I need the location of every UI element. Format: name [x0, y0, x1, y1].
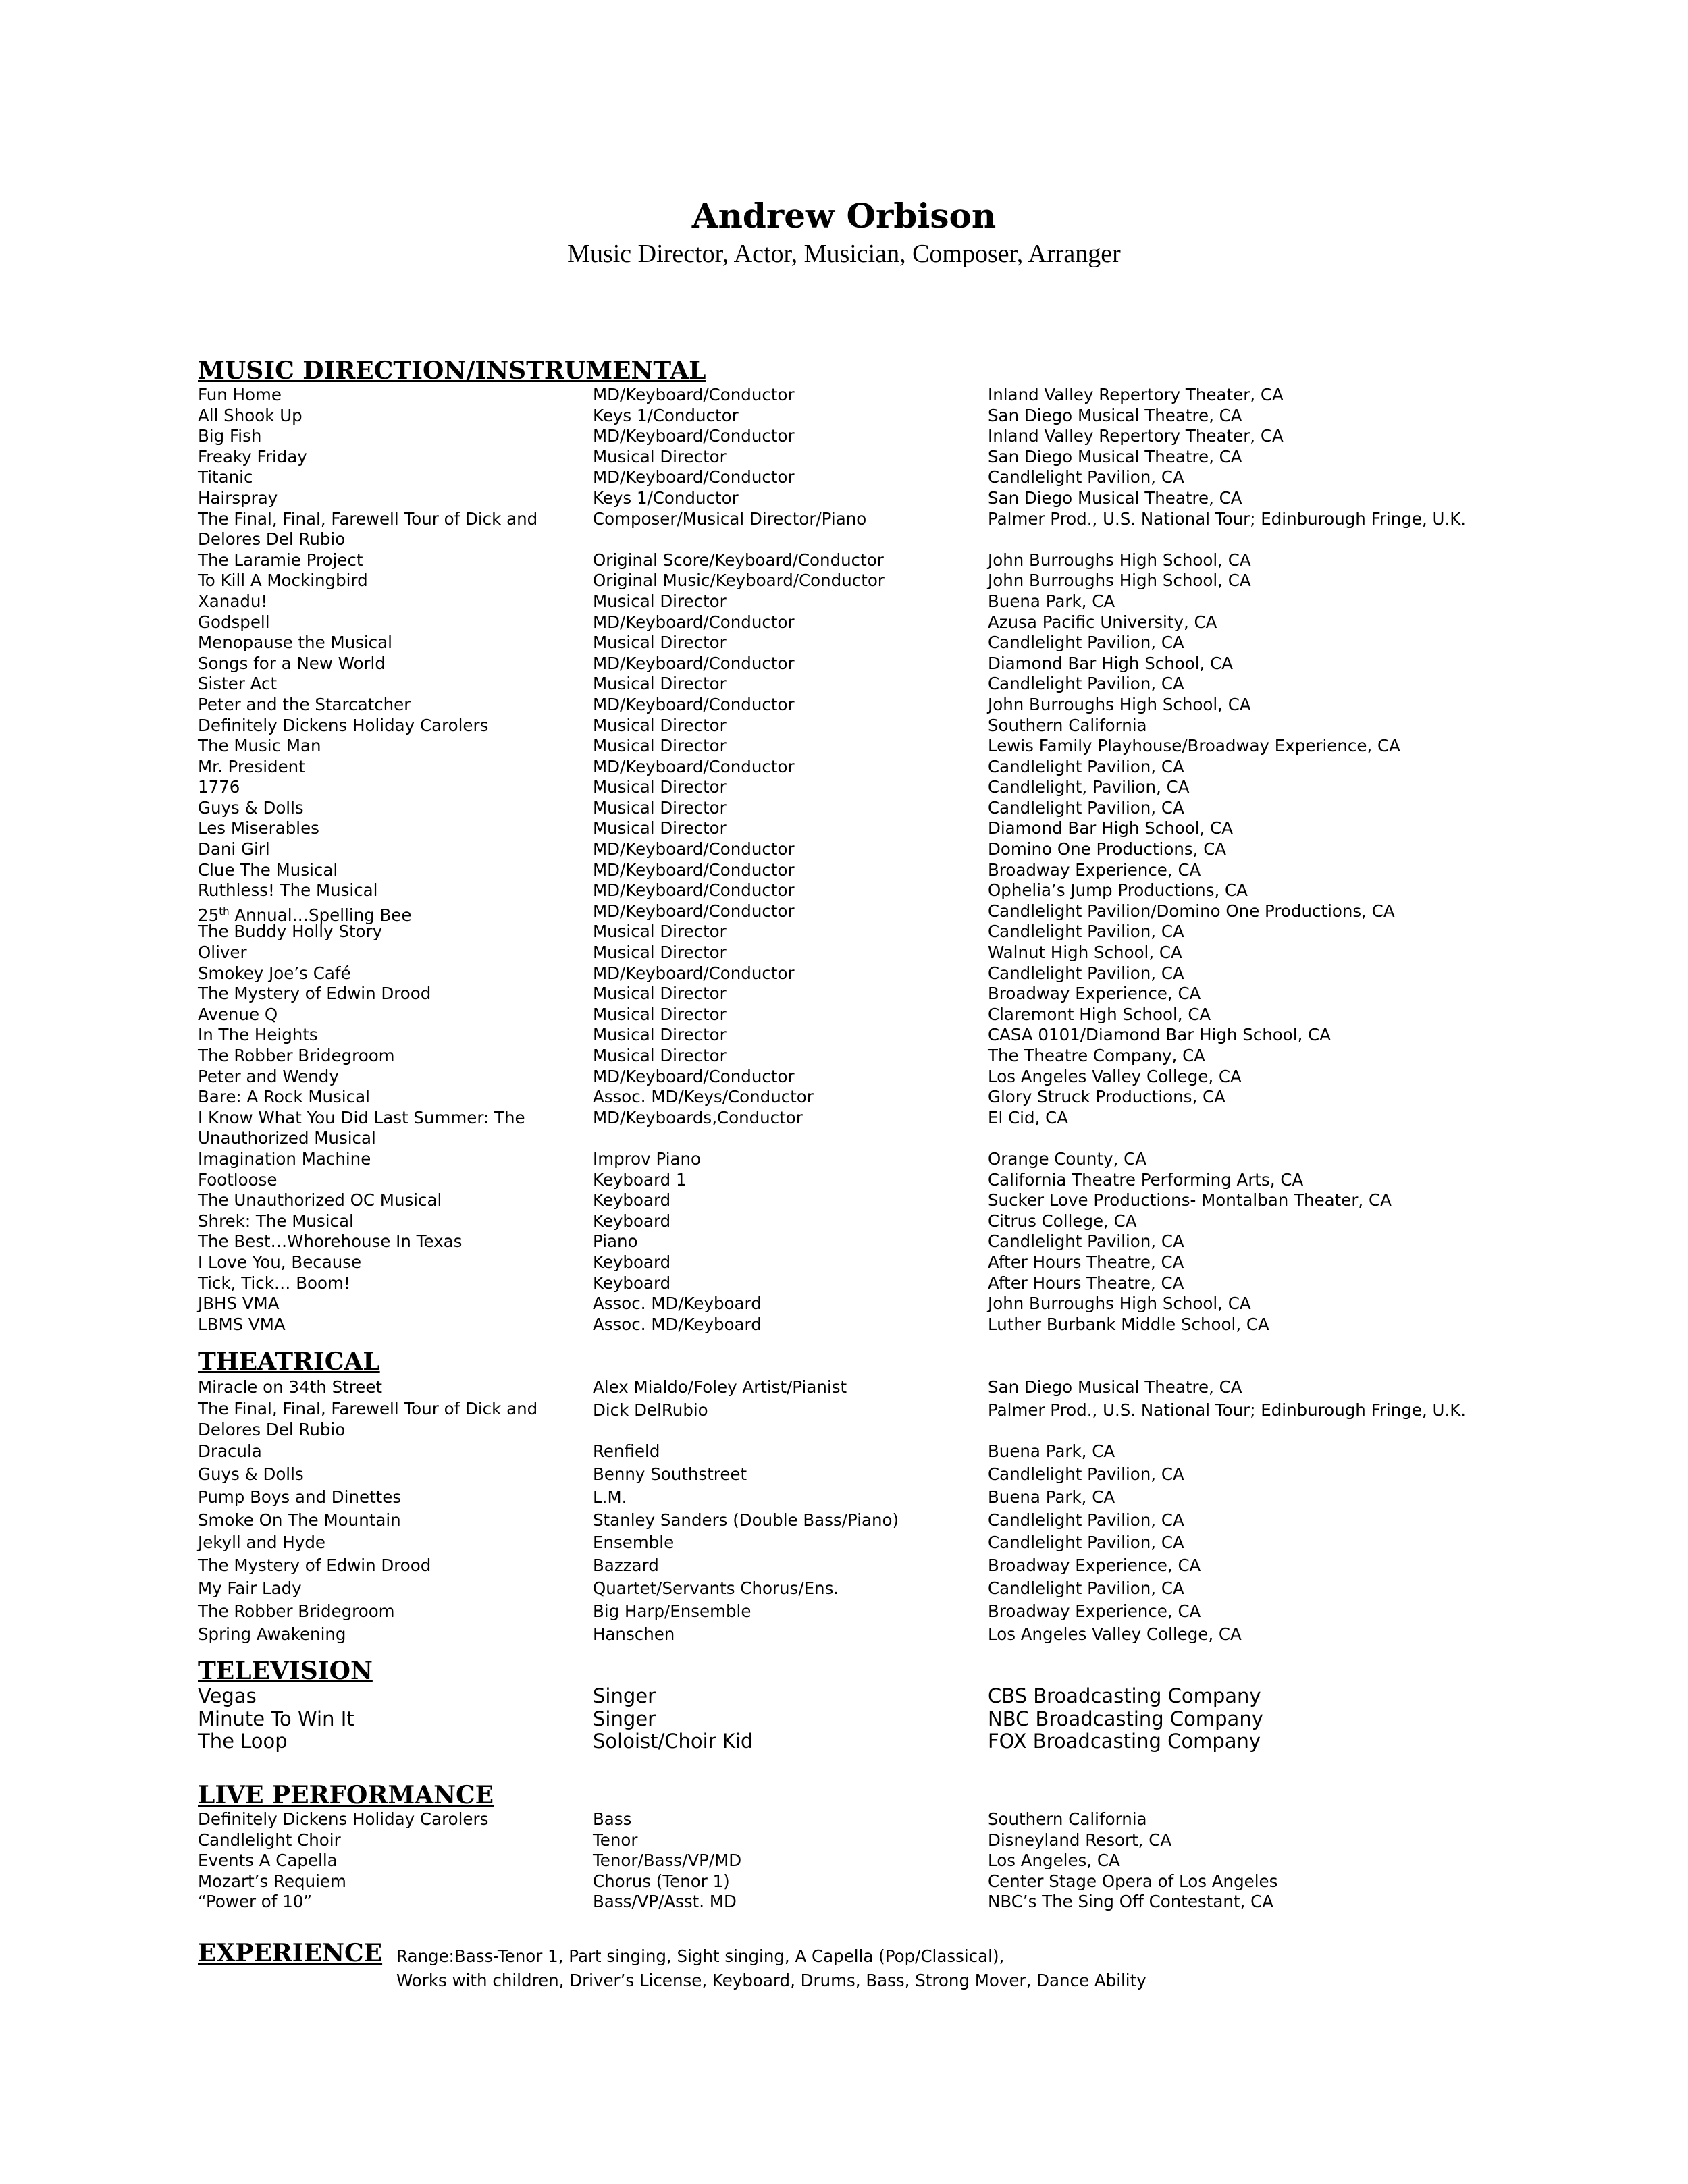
credit-row	[198, 1046, 1548, 1067]
credit-row	[198, 1211, 1548, 1232]
credit-show: Mr. President	[198, 756, 305, 776]
credit-role: Tenor/Bass/VP/MD	[593, 1850, 742, 1871]
credit-venue: Glory Struck Productions, CA	[988, 1087, 1225, 1107]
credit-row	[198, 1440, 1548, 1463]
credit-row	[198, 736, 1548, 757]
credit-role: Keys 1/Conductor	[593, 487, 739, 508]
credit-venue: Orange County, CA	[988, 1148, 1147, 1169]
credit-row	[198, 777, 1548, 798]
credit-show: Godspell	[198, 612, 270, 632]
credit-role: Musical Director	[593, 818, 727, 838]
credit-role: Musical Director	[593, 1004, 727, 1024]
credit-show: Definitely Dickens Holiday Carolers	[198, 715, 489, 735]
credit-show: Freaky Friday	[198, 446, 307, 467]
credit-venue: Los Angeles Valley College, CA	[988, 1066, 1242, 1086]
credit-row	[198, 901, 1548, 925]
credit-show: Smoke On The Mountain	[198, 1510, 401, 1530]
credit-show: Spring Awakening	[198, 1624, 346, 1644]
credit-show: “Power of 10”	[198, 1892, 313, 1912]
credit-show: LBMS VMA	[198, 1314, 286, 1334]
credit-show: Songs for a New World	[198, 653, 386, 673]
credit-row	[198, 385, 1548, 406]
credit-venue: Los Angeles Valley College, CA	[988, 1624, 1242, 1644]
credit-row	[198, 1190, 1548, 1211]
credit-venue: Inland Valley Repertory Theater, CA	[988, 426, 1284, 446]
credit-show: I Know What You Did Last Summer: The Unauthorized Musical	[198, 1107, 525, 1148]
credit-row	[198, 1108, 1548, 1149]
credit-row	[198, 1231, 1548, 1252]
credit-role: MD/Keyboard/Conductor	[593, 467, 795, 487]
credit-role: MD/Keyboards,Conductor	[593, 1107, 803, 1127]
credit-show: Big Fish	[198, 426, 262, 446]
credit-row	[198, 839, 1548, 860]
credit-show: Guys & Dolls	[198, 797, 304, 818]
credit-row	[198, 942, 1548, 963]
credit-role: Improv Piano	[593, 1148, 702, 1169]
experience-line: Works with children, Driver’s License, Keyboard, Drums, Bass, Strong Mover, Dance Ability	[396, 1971, 1146, 1990]
credit-venue: Candlelight Pavilion, CA	[988, 1578, 1184, 1598]
credit-show: The Final, Final, Farewell Tour of Dick and Delores Del Rubio	[198, 1398, 538, 1439]
theatrical-section	[198, 1348, 1548, 1645]
credit-venue: Diamond Bar High School, CA	[988, 818, 1233, 838]
credit-show: The Best…Whorehouse In Texas	[198, 1231, 463, 1252]
credit-role: MD/Keyboard/Conductor	[593, 963, 795, 983]
credit-row	[198, 1005, 1548, 1026]
credit-row	[198, 674, 1548, 695]
credit-show: In The Heights	[198, 1025, 318, 1045]
credit-role: MD/Keyboard/Conductor	[593, 385, 795, 404]
credit-role: MD/Keyboard/Conductor	[593, 756, 795, 776]
credit-role: Assoc. MD/Keys/Conductor	[593, 1087, 814, 1107]
credit-venue: After Hours Theatre, CA	[988, 1252, 1184, 1272]
live-performance-section	[198, 1781, 1548, 1913]
credit-venue: The Theatre Company, CA	[988, 1046, 1205, 1065]
credit-row	[198, 1554, 1548, 1577]
credit-venue: San Diego Musical Theatre, CA	[988, 405, 1242, 425]
credit-venue: John Burroughs High School, CA	[988, 570, 1251, 591]
credit-row	[198, 1850, 1548, 1871]
credit-row	[198, 1170, 1548, 1191]
credit-venue: California Theatre Performing Arts, CA	[988, 1169, 1304, 1190]
credit-role: MD/Keyboard/Conductor	[593, 694, 795, 714]
credit-venue: Candlelight Pavilion, CA	[988, 674, 1184, 694]
credit-role: Singer	[593, 1684, 656, 1707]
credit-venue: NBC Broadcasting Company	[988, 1707, 1263, 1730]
resume-name: Andrew Orbison	[691, 196, 997, 236]
credit-row	[198, 757, 1548, 778]
credit-list	[198, 1809, 1548, 1913]
credit-row	[198, 1730, 1548, 1753]
credit-show: The Final, Final, Farewell Tour of Dick and Delores Del Rubio	[198, 508, 538, 550]
credit-role: Musical Director	[593, 922, 727, 942]
credit-list	[198, 1685, 1548, 1753]
credit-venue: Walnut High School, CA	[988, 942, 1182, 963]
credit-show: Pump Boys and Dinettes	[198, 1487, 402, 1507]
credit-list	[198, 1376, 1548, 1645]
music-direction-section	[198, 356, 1548, 1335]
credit-role: Hanschen	[593, 1624, 675, 1644]
credit-role: Soloist/Choir Kid	[593, 1730, 754, 1753]
credit-show: JBHS VMA	[198, 1294, 280, 1314]
section-title: THEATRICAL	[198, 1348, 380, 1376]
credit-venue: Diamond Bar High School, CA	[988, 653, 1233, 673]
credit-role: Musical Director	[593, 633, 727, 653]
credit-show: The Mystery of Edwin Drood	[198, 984, 431, 1004]
credit-venue: Broadway Experience, CA	[988, 984, 1201, 1004]
credit-role: Keyboard 1	[593, 1169, 687, 1190]
credit-role: Musical Director	[593, 777, 727, 797]
credit-role: Assoc. MD/Keyboard	[593, 1294, 762, 1314]
credit-row	[198, 1067, 1548, 1088]
credit-venue: Center Stage Opera of Los Angeles	[988, 1871, 1278, 1891]
credit-venue: CASA 0101/Diamond Bar High School, CA	[988, 1025, 1331, 1045]
credit-venue: Los Angeles, CA	[988, 1850, 1120, 1871]
credit-row	[198, 1531, 1548, 1554]
credit-role: Alex Mialdo/Foley Artist/Pianist	[593, 1377, 847, 1397]
credit-row	[198, 509, 1548, 550]
experience-details	[396, 1944, 1146, 1993]
credit-venue: Candlelight Pavilion, CA	[988, 1533, 1184, 1553]
credit-show: The Unauthorized OC Musical	[198, 1190, 442, 1210]
credit-row	[198, 488, 1548, 509]
credit-role: Musical Director	[593, 1046, 727, 1065]
credit-row	[198, 1830, 1548, 1851]
section-title: TELEVISION	[198, 1657, 373, 1685]
credit-venue: Citrus College, CA	[988, 1210, 1137, 1231]
television-section	[198, 1657, 1548, 1753]
credit-venue: Palmer Prod., U.S. National Tour; Edinburough Fringe, U.K.	[988, 1400, 1467, 1420]
credit-row	[198, 860, 1548, 881]
credit-role: Ensemble	[593, 1533, 675, 1553]
credit-row	[198, 467, 1548, 488]
credit-role: MD/Keyboard/Conductor	[593, 901, 795, 921]
credit-venue: John Burroughs High School, CA	[988, 694, 1251, 714]
credit-venue: Claremont High School, CA	[988, 1004, 1211, 1024]
credit-venue: Lewis Family Playhouse/Broadway Experience, CA	[988, 736, 1400, 756]
credit-venue: Southern California	[988, 715, 1147, 735]
credit-role: MD/Keyboard/Conductor	[593, 859, 795, 880]
credit-show: The Laramie Project	[198, 550, 363, 570]
credit-show: The Robber Bridegroom	[198, 1046, 395, 1065]
credit-show: I Love You, Because	[198, 1252, 362, 1272]
credit-venue: Palmer Prod., U.S. National Tour; Edinburough Fringe, U.K.	[988, 508, 1467, 529]
credit-role: Keys 1/Conductor	[593, 405, 739, 425]
credit-role: Renfield	[593, 1441, 660, 1462]
credit-row	[198, 1252, 1548, 1273]
credit-row	[198, 1273, 1548, 1294]
credit-show: Jekyll and Hyde	[198, 1533, 325, 1553]
credit-show: Peter and Wendy	[198, 1066, 339, 1086]
credit-venue: Azusa Pacific University, CA	[988, 612, 1217, 632]
credit-show: Imagination Machine	[198, 1148, 371, 1169]
credit-show: 25th Annual…Spelling Bee	[198, 905, 412, 925]
credit-show: Hairspray	[198, 487, 278, 508]
credit-venue: Candlelight Pavilion/Domino One Productions, CA	[988, 901, 1395, 921]
credit-role: Composer/Musical Director/Piano	[593, 508, 867, 529]
credit-role: MD/Keyboard/Conductor	[593, 880, 795, 901]
credit-row	[198, 447, 1548, 468]
credit-venue: Candlelight Pavilion, CA	[988, 797, 1184, 818]
credit-role: Tenor	[593, 1830, 638, 1850]
credit-role: Original Music/Keyboard/Conductor	[593, 570, 885, 591]
credit-row	[198, 1685, 1548, 1708]
credit-row	[198, 633, 1548, 654]
credit-show: Smokey Joe’s Café	[198, 963, 351, 983]
credit-role: Bazzard	[593, 1555, 659, 1576]
credit-row	[198, 1892, 1548, 1913]
credit-venue: Candlelight Pavilion, CA	[988, 963, 1184, 983]
credit-venue: Broadway Experience, CA	[988, 859, 1201, 880]
credit-role: Dick DelRubio	[593, 1400, 708, 1420]
credit-show: My Fair Lady	[198, 1578, 302, 1598]
credit-show: The Buddy Holly Story	[198, 922, 383, 942]
credit-role: Musical Director	[593, 674, 727, 694]
credit-venue: Candlelight Pavilion, CA	[988, 922, 1184, 942]
credit-venue: Inland Valley Repertory Theater, CA	[988, 385, 1284, 404]
credit-show: Bare: A Rock Musical	[198, 1087, 370, 1107]
credit-venue: Broadway Experience, CA	[988, 1601, 1201, 1621]
credit-show: To Kill A Mockingbird	[198, 570, 368, 591]
credit-role: Original Score/Keyboard/Conductor	[593, 550, 884, 570]
credit-venue: Candlelight Pavilion, CA	[988, 1464, 1184, 1484]
credit-role: Benny Southstreet	[593, 1464, 747, 1484]
credit-show: Definitely Dickens Holiday Carolers	[198, 1809, 489, 1829]
credit-role: Keyboard	[593, 1210, 671, 1231]
section-title: MUSIC DIRECTION/INSTRUMENTAL	[198, 356, 706, 385]
credit-show: Minute To Win It	[198, 1707, 354, 1730]
credit-row	[198, 1149, 1548, 1170]
credit-row	[198, 1509, 1548, 1532]
credit-row	[198, 1463, 1548, 1486]
resume-subtitle: Music Director, Actor, Musician, Composer, Arranger	[567, 240, 1121, 268]
credit-row	[198, 880, 1548, 901]
credit-show: Les Miserables	[198, 818, 319, 838]
credit-role: Piano	[593, 1231, 638, 1252]
credit-venue: Luther Burbank Middle School, CA	[988, 1314, 1269, 1334]
credit-show: Dracula	[198, 1441, 262, 1462]
credit-row	[198, 426, 1548, 447]
credit-row	[198, 716, 1548, 737]
credit-show: Menopause the Musical	[198, 633, 392, 653]
credit-role: MD/Keyboard/Conductor	[593, 612, 795, 632]
credit-role: MD/Keyboard/Conductor	[593, 426, 795, 446]
credit-row	[198, 1087, 1548, 1108]
credit-role: Singer	[593, 1707, 656, 1730]
credit-role: Keyboard	[593, 1252, 671, 1272]
credit-row	[198, 695, 1548, 716]
credit-role: Musical Director	[593, 984, 727, 1004]
credit-venue: San Diego Musical Theatre, CA	[988, 1377, 1242, 1397]
credit-show: The Robber Bridegroom	[198, 1601, 395, 1621]
credit-role: Chorus (Tenor 1)	[593, 1871, 730, 1891]
credit-role: Musical Director	[593, 1025, 727, 1045]
credit-list	[198, 385, 1548, 1335]
credit-row	[198, 984, 1548, 1005]
credit-show: The Mystery of Edwin Drood	[198, 1555, 431, 1576]
credit-row	[198, 963, 1548, 984]
credit-row	[198, 922, 1548, 942]
credit-row	[198, 550, 1548, 571]
credit-show: The Music Man	[198, 736, 321, 756]
credit-row	[198, 1577, 1548, 1600]
credit-role: Musical Director	[593, 942, 727, 963]
credit-role: Assoc. MD/Keyboard	[593, 1314, 762, 1334]
credit-role: L.M.	[593, 1487, 627, 1507]
credit-venue: FOX Broadcasting Company	[988, 1730, 1261, 1753]
credit-role: MD/Keyboard/Conductor	[593, 653, 795, 673]
credit-row	[198, 406, 1548, 427]
credit-venue: Candlelight Pavilion, CA	[988, 467, 1184, 487]
credit-row	[198, 1600, 1548, 1623]
credit-row	[198, 1623, 1548, 1646]
credit-venue: Candlelight Pavilion, CA	[988, 756, 1184, 776]
credit-role: Keyboard	[593, 1190, 671, 1210]
credit-venue: Ophelia’s Jump Productions, CA	[988, 880, 1248, 901]
credit-role: Big Harp/Ensemble	[593, 1601, 751, 1621]
credit-venue: Buena Park, CA	[988, 591, 1115, 611]
credit-show: Peter and the Starcatcher	[198, 694, 411, 714]
credit-row	[198, 798, 1548, 819]
credit-show: Vegas	[198, 1684, 257, 1707]
credit-venue: CBS Broadcasting Company	[988, 1684, 1261, 1707]
credit-show: Ruthless! The Musical	[198, 880, 378, 901]
credit-show: The Loop	[198, 1730, 288, 1753]
credit-show: Titanic	[198, 467, 253, 487]
credit-row	[198, 818, 1548, 839]
credit-venue: San Diego Musical Theatre, CA	[988, 446, 1242, 467]
credit-show: All Shook Up	[198, 405, 302, 425]
credit-show: Dani Girl	[198, 839, 270, 859]
credit-show: Guys & Dolls	[198, 1464, 304, 1484]
credit-row	[198, 1294, 1548, 1314]
credit-show: Candlelight Choir	[198, 1830, 341, 1850]
credit-venue: Candlelight Pavilion, CA	[988, 1510, 1184, 1530]
credit-venue: Broadway Experience, CA	[988, 1555, 1201, 1576]
credit-row	[198, 1809, 1548, 1830]
credit-role: MD/Keyboard/Conductor	[593, 1066, 795, 1086]
credit-row	[198, 1486, 1548, 1509]
credit-show: Footloose	[198, 1169, 278, 1190]
credit-role: Musical Director	[593, 446, 727, 467]
credit-role: Bass/VP/Asst. MD	[593, 1892, 737, 1912]
credit-venue: Buena Park, CA	[988, 1487, 1115, 1507]
credit-venue: Candlelight, Pavilion, CA	[988, 777, 1190, 797]
credit-row	[198, 654, 1548, 674]
credit-show: Events A Capella	[198, 1850, 338, 1871]
credit-show: 1776	[198, 777, 240, 797]
credit-show: Avenue Q	[198, 1004, 278, 1024]
credit-venue: Buena Park, CA	[988, 1441, 1115, 1462]
credit-role: Musical Director	[593, 715, 727, 735]
credit-show: Xanadu!	[198, 591, 268, 611]
credit-venue: John Burroughs High School, CA	[988, 550, 1251, 570]
credit-venue: Sucker Love Productions- Montalban Theater, CA	[988, 1190, 1392, 1210]
section-title: LIVE PERFORMANCE	[198, 1781, 494, 1809]
credit-row	[198, 570, 1548, 591]
credit-row	[198, 612, 1548, 633]
credit-role: Stanley Sanders (Double Bass/Piano)	[593, 1510, 899, 1530]
credit-row	[198, 1871, 1548, 1892]
credit-role: Bass	[593, 1809, 632, 1829]
credit-venue: El Cid, CA	[988, 1107, 1068, 1127]
credit-role: Keyboard	[593, 1273, 671, 1293]
credit-row	[198, 1314, 1548, 1335]
credit-show: Sister Act	[198, 674, 278, 694]
credit-venue: Candlelight Pavilion, CA	[988, 1231, 1184, 1252]
credit-show: Fun Home	[198, 385, 282, 404]
credit-venue: Disneyland Resort, CA	[988, 1830, 1172, 1850]
credit-show: Mozart’s Requiem	[198, 1871, 346, 1891]
credit-role: Quartet/Servants Chorus/Ens.	[593, 1578, 839, 1598]
credit-show: Clue The Musical	[198, 859, 338, 880]
credit-venue: NBC’s The Sing Off Contestant, CA	[988, 1892, 1273, 1912]
credit-show: Shrek: The Musical	[198, 1210, 354, 1231]
credit-venue: After Hours Theatre, CA	[988, 1273, 1184, 1293]
credit-role: Musical Director	[593, 797, 727, 818]
credit-show: Miracle on 34th Street	[198, 1377, 383, 1397]
credit-row	[198, 1025, 1548, 1046]
credit-venue: San Diego Musical Theatre, CA	[988, 487, 1242, 508]
credit-row	[198, 591, 1548, 612]
credit-row	[198, 1708, 1548, 1731]
credit-role: MD/Keyboard/Conductor	[593, 839, 795, 859]
credit-role: Musical Director	[593, 736, 727, 756]
credit-show: Oliver	[198, 942, 247, 963]
experience-title: EXPERIENCE	[198, 1939, 383, 1967]
credit-row	[198, 1399, 1548, 1440]
credit-role: Musical Director	[593, 591, 727, 611]
credit-venue: Domino One Productions, CA	[988, 839, 1227, 859]
credit-venue: John Burroughs High School, CA	[988, 1294, 1251, 1314]
credit-show: Tick, Tick… Boom!	[198, 1273, 350, 1293]
credit-row	[198, 1376, 1548, 1399]
credit-venue: Southern California	[988, 1809, 1147, 1829]
experience-line: Range:Bass-Tenor 1, Part singing, Sight singing, A Capella (Pop/Classical),	[396, 1946, 1005, 1966]
credit-venue: Candlelight Pavilion, CA	[988, 633, 1184, 653]
